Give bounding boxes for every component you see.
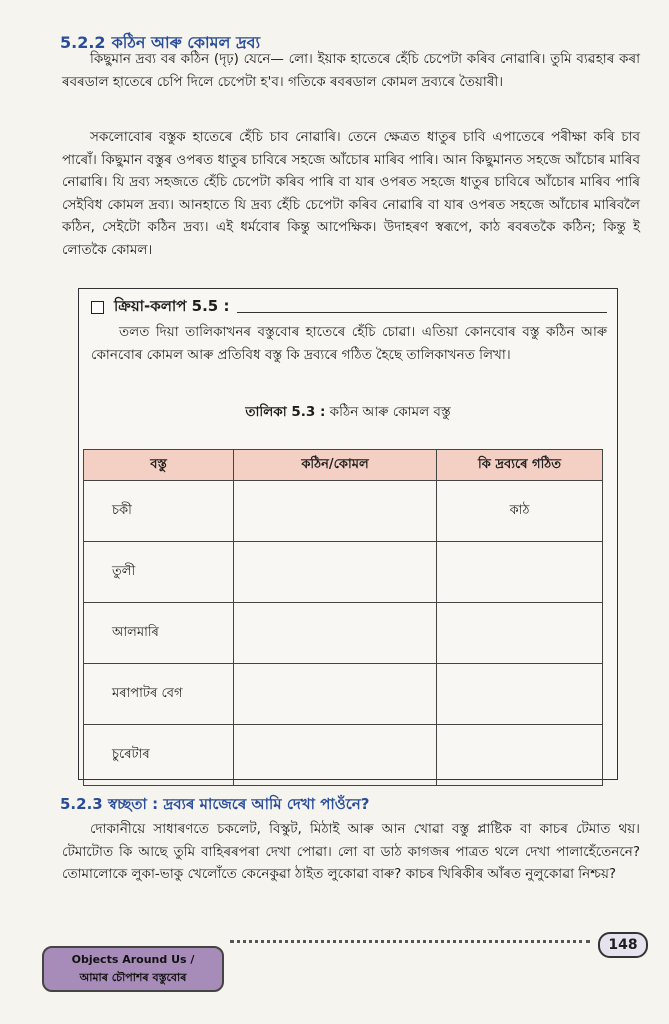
table-row xyxy=(84,664,603,725)
cell-hard-soft xyxy=(234,542,437,603)
chapter-badge xyxy=(42,946,224,992)
cell-object: চুৰেটাৰ xyxy=(84,725,234,786)
activity-title: ক্ৰিয়া-কলাপ 5.5 : xyxy=(114,297,230,315)
cell-object: মৰাপাটৰ বেগ xyxy=(84,664,234,725)
section-number: 5.2.3 xyxy=(60,795,103,813)
table-row xyxy=(84,481,603,542)
cell-material: কাঠ xyxy=(437,481,603,542)
paragraph-scratch-test: সকলোবোৰ বস্তুক হাতেৰে হেঁচি চাব নোৱাৰি। তেনে ক্ষেত্ৰত ধাতুৰ চাবি এপাতেৰে পৰীক্ষা কৰি চাব পাৰোঁ। কিছুমান বস্তুৰ ওপৰত ধাতুৰ চাবিৰে সহজে আঁচোৰ মাৰিব পাৰি। আন কিছুমানত সহজে আঁচোৰ মাৰিব নোৱাৰি। যি দ্ৰব্য সহজতে হেঁচি চেপেটা কৰিব পাৰি বা যাৰ ওপৰত সহজে ধাতুৰ চাবিৰে আঁচোৰ মাৰিব পাৰি সেইবিধ কোমল দ্ৰব্য। আনহাতে যি দ্ৰব্য হেঁচি চেপেটা কৰিব নোৱাৰি বা যাৰ ওপৰত সহজে আঁচোৰ মাৰিবলৈ কঠিন, সেইটো কঠিন দ্ৰব্য। এই ধৰ্মবোৰ কিন্তু আপেক্ষিক। উদাহৰণ স্বৰূপে, কাঠ ৰবৰতকৈ কঠিন; কিন্তু ই লোতকৈ কোমল। xyxy=(62,129,640,258)
cell-hard-soft xyxy=(234,603,437,664)
table-row xyxy=(84,725,603,786)
table-caption-label: তালিকা 5.3 : xyxy=(245,404,326,420)
cell-material xyxy=(437,603,603,664)
table-caption-text: কঠিন আৰু কোমল বস্তু xyxy=(329,404,451,420)
footer-dotted-rule xyxy=(230,940,590,943)
materials-table xyxy=(83,449,603,786)
header-object: বস্তু xyxy=(84,450,234,481)
cell-hard-soft xyxy=(234,725,437,786)
cell-material xyxy=(437,664,603,725)
table-header-row xyxy=(84,450,603,481)
cell-object: চকী xyxy=(84,481,234,542)
cell-object: আলমাৰি xyxy=(84,603,234,664)
cell-hard-soft xyxy=(234,664,437,725)
chapter-badge-assamese: আমাৰ চৌপাশৰ বস্তুবোৰ xyxy=(79,971,187,984)
section-number: 5.2.2 xyxy=(60,33,106,52)
section-title: স্বচ্ছতা : দ্ৰব্যৰ মাজেৰে আমি দেখা পাওঁনে? xyxy=(107,795,370,813)
cell-material xyxy=(437,725,603,786)
header-hard-soft: কঠিন/কোমল xyxy=(234,450,437,481)
cell-object: তুলী xyxy=(84,542,234,603)
paragraph-transparency: দোকানীয়ে সাধাৰণতে চকলেট, বিস্কুট, মিঠাই আৰু আন খোৱা বস্তু প্লাষ্টিক বা কাচৰ টেমাত থয়। টেমাটোত কি আছে তুমি বাহিৰৰপৰা দেখা পোৱা। লো বা ডাঠ কাগজৰ পাত্ৰত থলে দেখা পালাহেঁতেননে? তোমালোকে লুকা-ভাকু খেলোঁতে কেনেকুৱা ঠাইত লুকোৱা বাৰু? কাচৰ খিৰিকীৰ আঁৰত নুলুকোৱা নিশ্চয়? xyxy=(62,821,640,882)
activity-box xyxy=(78,288,618,780)
activity-heading xyxy=(91,295,607,320)
page-number: 148 xyxy=(598,932,648,958)
table-caption xyxy=(79,401,617,424)
activity-instructions: তলত দিয়া তালিকাখনৰ বস্তুবোৰ হাতেৰে হেঁচি চোৱা। এতিয়া কোনবোৰ বস্তু কঠিন আৰু কোনবোৰ কোমল আৰু প্ৰতিবিধ বস্তু কি দ্ৰব্যৰে গঠিত হৈছে তালিকাখনত লিখা। xyxy=(91,324,607,363)
table-row xyxy=(84,542,603,603)
cell-material xyxy=(437,542,603,603)
section-heading-transparency xyxy=(60,793,369,818)
chapter-badge-english: Objects Around Us / xyxy=(71,953,195,966)
cell-hard-soft xyxy=(234,481,437,542)
checkbox-icon xyxy=(91,301,104,314)
section-title: কঠিন আৰু কোমল দ্ৰব্য xyxy=(111,33,261,52)
table-row xyxy=(84,603,603,664)
paragraph-hard-soft-intro: কিছুমান দ্ৰব্য বৰ কঠিন (দৃঢ়) যেনে— লো। ইয়াক হাতেৰে হেঁচি চেপেটা কৰিব নোৱাৰি। তুমি ব্যৱহাৰ কৰা ৰবৰডাল হাতেৰে চেপি দিলে চেপেটা হ'ব। গতিকে ৰবৰডাল কোমল দ্ৰব্যৰে তৈয়াৰী। xyxy=(62,51,640,90)
heading-rule xyxy=(237,312,607,313)
header-material: কি দ্ৰব্যৰে গঠিত xyxy=(437,450,603,481)
